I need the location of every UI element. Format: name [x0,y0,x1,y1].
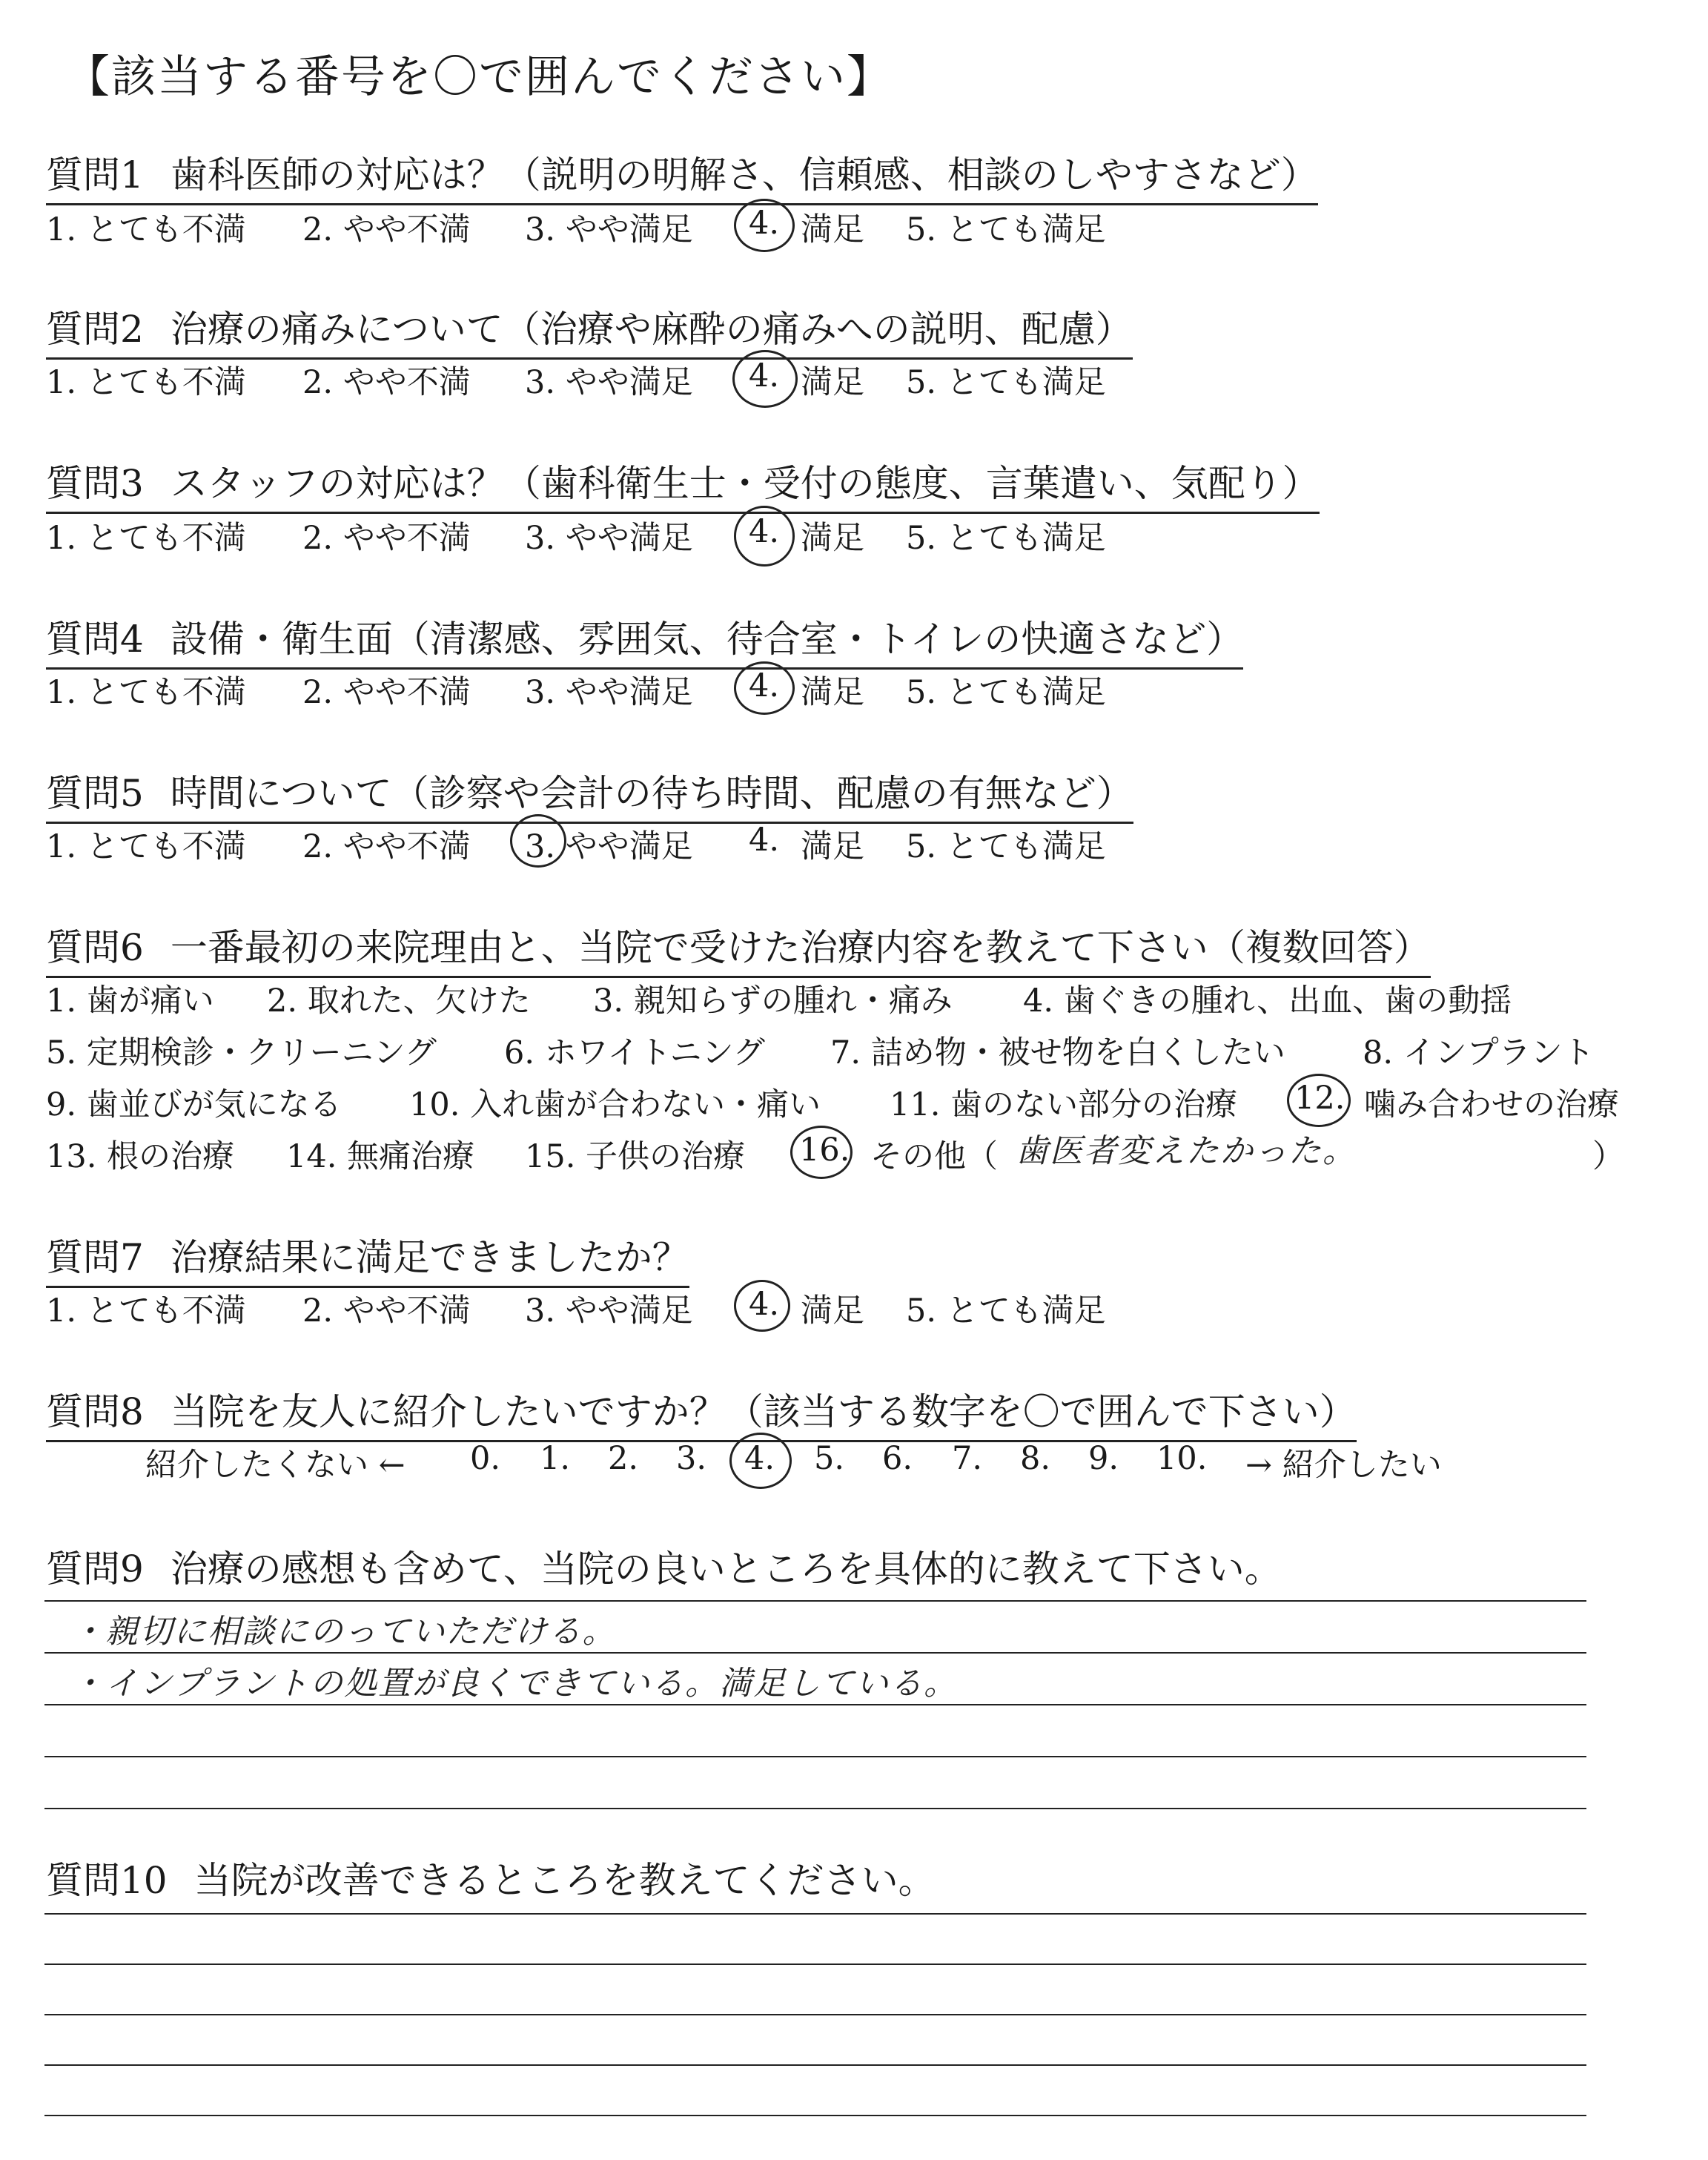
answer-circle-mark [790,1126,853,1179]
q5-opt-2[interactable]: 2. やや不満 [302,828,471,865]
q1-opt-3[interactable]: 3. やや満足 [525,211,693,248]
question-text: 設備・衛生面（清潔感、雰囲気、待合室・トイレの快適さなど） [170,618,1244,661]
q8-opt-2[interactable]: 2. [608,1440,639,1477]
q2-opt-4-label: 満足 [801,364,864,401]
answer-line [44,1964,1586,1965]
q8-opt-8[interactable]: 8. [1020,1440,1051,1477]
question-number: 質問7 [46,1236,144,1279]
q1-opt-2[interactable]: 2. やや不満 [302,211,471,248]
q6-opt-16[interactable]: 16. [799,1132,850,1169]
answer-line [44,2115,1586,2116]
q2-opt-5[interactable]: 5. とても満足 [906,364,1106,401]
q8-opt-10[interactable]: 10. [1156,1440,1208,1477]
q6-opt-6[interactable]: 6. ホワイトニング [504,1034,765,1071]
question-text: 歯科医師の対応は？（説明の明解さ、信頼感、相談のしやすさなど） [170,153,1318,196]
question-number: 質問10 [46,1859,168,1902]
answer-circle-mark [734,199,795,252]
q1-opt-5[interactable]: 5. とても満足 [906,211,1106,248]
answer-line [44,1600,1586,1602]
question-number: 質問6 [46,926,144,969]
question-text: スタッフの対応は？（歯科衛生士・受付の態度、言葉遣い、気配り） [170,462,1320,505]
answer-line [44,1808,1586,1809]
question-3 [46,454,1320,514]
question-text: 治療の痛みについて（治療や麻酔の痛みへの説明、配慮） [170,308,1133,351]
q8-opt-7[interactable]: 7. [952,1440,983,1477]
question-8 [46,1382,1357,1442]
q6-opt-9[interactable]: 9. 歯並びが気になる [46,1086,342,1123]
question-text: 治療結果に満足できましたか？ [170,1236,689,1279]
q6-opt-10[interactable]: 10. 入れ歯が合わない・痛い [409,1086,821,1123]
question-text: 時間について（診察や会計の待ち時間、配慮の有無など） [170,772,1133,815]
q4-opt-4-label: 満足 [801,674,864,711]
q6-opt-3[interactable]: 3. 親知らずの腫れ・痛み [593,982,953,1020]
q8-opt-6[interactable]: 6. [882,1440,913,1477]
page-title: 【該当する番号を〇で囲んでください】 [65,51,893,103]
q6-other-label: その他（ [870,1138,998,1175]
q7-opt-1[interactable]: 1. とても不満 [46,1292,246,1330]
q6-opt-15[interactable]: 15. 子供の治療 [525,1138,746,1175]
question-text: 当院が改善できるところを教えてください。 [193,1859,936,1902]
answer-circle-mark [734,661,795,715]
q3-opt-3[interactable]: 3. やや満足 [525,520,693,557]
q5-opt-4-label: 満足 [801,828,864,865]
question-6 [46,918,1431,978]
q8-opt-4[interactable]: 4. [744,1440,775,1477]
q8-right-label: → 紹介したい [1245,1447,1442,1484]
question-2 [46,300,1133,360]
answer-line [44,1652,1586,1654]
q8-opt-5[interactable]: 5. [814,1440,845,1477]
q6-opt-2[interactable]: 2. 取れた、欠けた [267,982,531,1020]
answer-circle-mark [1287,1074,1351,1127]
q4-opt-1[interactable]: 1. とても不満 [46,674,246,711]
q1-opt-1[interactable]: 1. とても不満 [46,211,246,248]
question-5 [46,764,1133,824]
q3-opt-4-label: 満足 [801,520,864,557]
question-text: 治療の感想も含めて、当院の良いところを具体的に教えて下さい。 [170,1548,1282,1591]
q9-answer-line-1[interactable]: ・親切に相談にのっていただける。 [71,1613,617,1651]
q6-opt-5[interactable]: 5. 定期検診・クリーニング [46,1034,437,1071]
q7-opt-5[interactable]: 5. とても満足 [906,1292,1106,1330]
question-4 [46,610,1243,670]
q7-opt-3[interactable]: 3. やや満足 [525,1292,693,1330]
question-number: 質問3 [46,462,144,505]
answer-line [44,1756,1586,1757]
q6-opt-8[interactable]: 8. インプラント [1363,1034,1595,1071]
q4-opt-2[interactable]: 2. やや不満 [302,674,471,711]
answer-circle-mark [729,1433,792,1489]
question-number: 質問4 [46,618,144,661]
question-number: 質問1 [46,153,144,196]
q2-opt-2[interactable]: 2. やや不満 [302,364,471,401]
q6-opt-13[interactable]: 13. 根の治療 [46,1138,235,1175]
question-number: 質問9 [46,1548,144,1591]
question-number: 質問5 [46,772,144,815]
q7-opt-2[interactable]: 2. やや不満 [302,1292,471,1330]
q6-other-close-paren: ） [1592,1138,1624,1175]
q4-opt-3[interactable]: 3. やや満足 [525,674,693,711]
q9-answer-line-2[interactable]: ・インプラントの処置が良くできている。満足している。 [71,1665,958,1702]
question-number: 質問8 [46,1390,144,1433]
q5-opt-4[interactable]: 4. [749,822,780,859]
answer-line [44,1704,1586,1705]
answer-line [44,2064,1586,2066]
q8-opt-9[interactable]: 9. [1088,1440,1119,1477]
q2-opt-3[interactable]: 3. やや満足 [525,364,693,401]
answer-line [44,2014,1586,2015]
q3-opt-1[interactable]: 1. とても不満 [46,520,246,557]
question-7 [46,1228,689,1288]
q3-opt-5[interactable]: 5. とても満足 [906,520,1106,557]
q2-opt-4[interactable]: 4. [749,357,780,394]
q6-opt-7[interactable]: 7. 詰め物・被せ物を白くしたい [830,1034,1285,1071]
question-1 [46,145,1318,205]
q6-opt-12[interactable]: 12. [1294,1080,1345,1117]
question-number: 質問2 [46,308,144,351]
q7-opt-4[interactable]: 4. [749,1286,780,1323]
q5-opt-1[interactable]: 1. とても不満 [46,828,246,865]
q5-opt-3[interactable]: 3. やや満足 [525,828,693,865]
question-9 [46,1539,1282,1593]
q6-opt-11[interactable]: 11. 歯のない部分の治療 [890,1086,1238,1123]
q7-opt-4-label: 満足 [801,1292,864,1330]
question-text: 一番最初の来院理由と、当院で受けた治療内容を教えて下さい（複数回答） [170,926,1431,969]
q8-left-label: 紹介したくない ← [145,1447,406,1484]
q4-opt-5[interactable]: 5. とても満足 [906,674,1106,711]
answer-circle-mark [510,814,566,868]
question-10 [46,1851,936,1904]
q6-opt-1[interactable]: 1. 歯が痛い [46,982,214,1020]
q5-opt-5[interactable]: 5. とても満足 [906,828,1106,865]
q6-opt-14[interactable]: 14. 無痛治療 [286,1138,475,1175]
q3-opt-2[interactable]: 2. やや不満 [302,520,471,557]
q1-opt-4[interactable]: 4. [749,205,780,242]
q6-opt-12-label: 噛み合わせの治療 [1364,1086,1619,1123]
q2-opt-1[interactable]: 1. とても不満 [46,364,246,401]
q4-opt-4[interactable]: 4. [749,667,780,704]
q1-opt-4-label: 満足 [801,211,864,248]
answer-circle-mark [734,1280,790,1332]
q6-opt-4[interactable]: 4. 歯ぐきの腫れ、出血、歯の動揺 [1023,982,1512,1020]
answer-line [44,1913,1586,1915]
q3-opt-4[interactable]: 4. [749,513,780,550]
q8-opt-1[interactable]: 1. [540,1440,571,1477]
q8-opt-0[interactable]: 0. [470,1440,501,1477]
question-text: 当院を友人に紹介したいですか？（該当する数字を〇で囲んで下さい） [170,1390,1357,1433]
q8-opt-3[interactable]: 3. [676,1440,707,1477]
answer-circle-mark [732,350,798,408]
q6-other-handwriting[interactable]: 歯医者変えたかった。 [1016,1132,1357,1170]
answer-circle-mark [734,506,795,567]
